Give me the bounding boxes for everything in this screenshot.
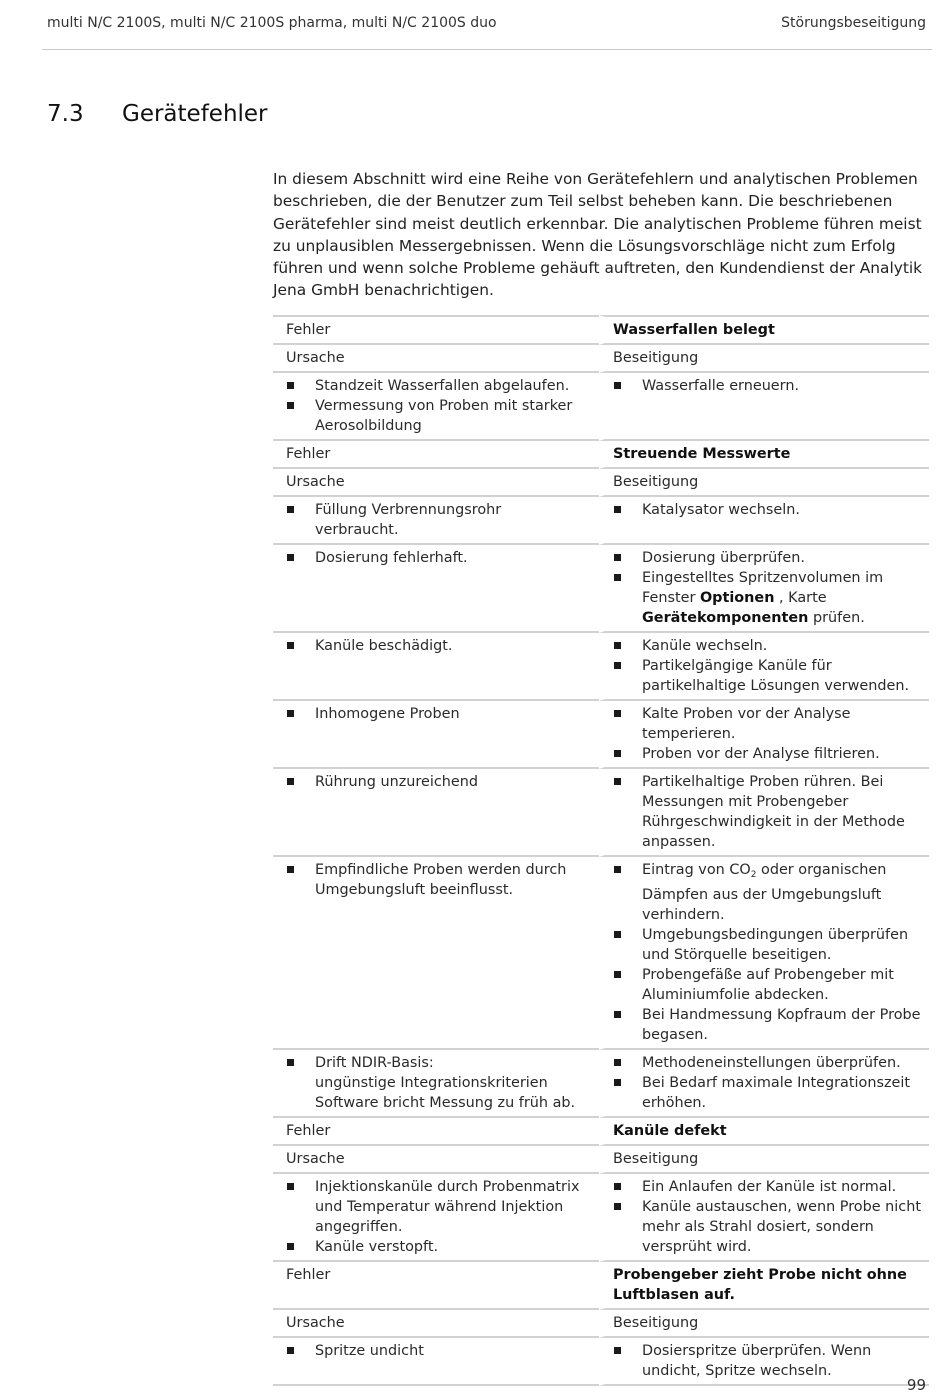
cause-item: Vermessung von Proben mit starker Aerosolbildung (286, 396, 583, 436)
table-row (273, 857, 929, 1050)
remedy-list (613, 636, 923, 696)
remedy-list (613, 548, 923, 628)
cause-remedy-header-row (273, 1310, 929, 1338)
cause-list (286, 860, 583, 900)
cause-remedy-header-row (273, 469, 929, 497)
remedy-list (613, 772, 923, 852)
remedy-label: Beseitigung (599, 1310, 929, 1338)
remedy-item: Proben vor der Analyse filtrieren. (613, 744, 923, 764)
remedy-label: Beseitigung (599, 1146, 929, 1174)
fault-title: Streuende Messwerte (599, 441, 929, 469)
running-header-chapter: Störungsbeseitigung (781, 15, 926, 31)
cause-list (286, 636, 583, 656)
remedy-item: Kanüle austauschen, wenn Probe nicht mehr als Strahl dosiert, sondern versprüht wird. (613, 1197, 923, 1257)
ui-tab-name: Gerätekomponenten (642, 610, 809, 626)
table-row (273, 1174, 929, 1262)
remedy-item: Probengefäße auf Probengeber mit Aluminiumfolie abdecken. (613, 965, 923, 1005)
cause-label: Ursache (273, 345, 599, 373)
fault-header-row (273, 315, 929, 345)
cause-item-multiline (286, 1053, 583, 1113)
table-row (273, 769, 929, 857)
cause-item: Kanüle beschädigt. (286, 636, 583, 656)
cause-line: ungünstige Integrationskriterien (315, 1075, 548, 1091)
remedy-list (613, 704, 923, 764)
remedy-item-co2 (613, 860, 923, 925)
fault-header-row (273, 1262, 929, 1310)
fault-label: Fehler (273, 441, 599, 469)
remedy-item: Partikelgängige Kanüle für partikelhaltige Lösungen verwenden. (613, 656, 923, 696)
table-row (273, 1338, 929, 1386)
remedy-item: Umgebungsbedingungen überprüfen und Störquelle beseitigen. (613, 925, 923, 965)
remedy-item: Katalysator wechseln. (613, 500, 923, 520)
remedy-item: Dosierung überprüfen. (613, 548, 923, 568)
page-number: 99 (906, 1376, 926, 1394)
remedy-text: prüfen. (808, 610, 865, 626)
table-row (273, 545, 929, 633)
cause-label: Ursache (273, 1146, 599, 1174)
remedy-list (613, 860, 923, 1045)
remedy-item: Kalte Proben vor der Analyse temperieren. (613, 704, 923, 744)
ui-window-name: Optionen (699, 590, 775, 606)
cause-item: Kanüle verstopft. (286, 1237, 583, 1257)
cause-remedy-header-row (273, 345, 929, 373)
fault-label: Fehler (273, 315, 599, 345)
cause-item: Spritze undicht (286, 1341, 583, 1361)
cause-line: Software bricht Messung zu früh ab. (315, 1095, 576, 1111)
remedy-text: Eingestelltes Spritzenvolumen im Fenster (642, 570, 884, 606)
cause-item: Dosierung fehlerhaft. (286, 548, 583, 568)
remedy-list (613, 1053, 923, 1113)
remedy-item-ui-reference (613, 568, 923, 628)
remedy-label: Beseitigung (599, 345, 929, 373)
running-header-title: multi N/C 2100S, multi N/C 2100S pharma, multi N/C 2100S duo (47, 15, 497, 31)
remedy-item: Dosierspritze überprüfen. Wenn undicht, Spritze wechseln. (613, 1341, 923, 1381)
cause-list (286, 500, 583, 540)
fault-label: Fehler (273, 1118, 599, 1146)
remedy-text: , Karte (774, 590, 827, 606)
table-row (273, 633, 929, 701)
cause-list (286, 1341, 583, 1361)
fault-header-row (273, 441, 929, 469)
cause-item: Empfindliche Proben werden durch Umgebungsluft beeinflusst. (286, 860, 583, 900)
cause-list (286, 548, 583, 568)
table-row (273, 373, 929, 441)
remedy-list (613, 376, 923, 396)
remedy-item: Bei Handmessung Kopfraum der Probe begasen. (613, 1005, 923, 1045)
remedy-item: Methodeneinstellungen überprüfen. (613, 1053, 923, 1073)
remedy-item: Kanüle wechseln. (613, 636, 923, 656)
remedy-item: Bei Bedarf maximale Integrationszeit erhöhen. (613, 1073, 923, 1113)
cause-list (286, 376, 583, 436)
cause-remedy-header-row (273, 1146, 929, 1174)
remedy-item: Ein Anlaufen der Kanüle ist normal. (613, 1177, 923, 1197)
section-title: Gerätefehler (122, 101, 268, 127)
cause-item: Standzeit Wasserfallen abgelaufen. (286, 376, 583, 396)
cause-list (286, 1177, 583, 1257)
remedy-item: Wasserfalle erneuern. (613, 376, 923, 396)
remedy-list (613, 500, 923, 520)
cause-label: Ursache (273, 1310, 599, 1338)
remedy-list (613, 1177, 923, 1257)
section-number: 7.3 (47, 101, 84, 127)
table-row (273, 701, 929, 769)
remedy-label: Beseitigung (599, 469, 929, 497)
cause-item: Füllung Verbrennungsrohr verbraucht. (286, 500, 583, 540)
fault-title: Kanüle defekt (599, 1118, 929, 1146)
cause-line: Drift NDIR-Basis: (315, 1055, 434, 1071)
fault-label: Fehler (273, 1262, 599, 1310)
subscript-2: 2 (750, 870, 757, 880)
fault-title: Wasserfallen belegt (599, 315, 929, 345)
table-row (273, 1050, 929, 1118)
cause-item: Inhomogene Proben (286, 704, 583, 724)
remedy-text: oder organischen Dämpfen aus der Umgebungsluft verhindern. (642, 862, 887, 923)
header-divider (42, 49, 932, 50)
cause-list (286, 704, 583, 724)
fault-header-row (273, 1118, 929, 1146)
cause-label: Ursache (273, 469, 599, 497)
cause-list (286, 1053, 583, 1113)
cause-item: Injektionskanüle durch Probenmatrix und Temperatur während Injektion angegriffen. (286, 1177, 583, 1237)
fault-title: Probengeber zieht Probe nicht ohne Luftblasen auf. (599, 1262, 929, 1310)
remedy-item: Partikelhaltige Proben rühren. Bei Messungen mit Probengeber Rührgeschwindigkeit in der Methode anpassen. (613, 772, 923, 852)
remedy-text: Eintrag von CO (642, 862, 751, 878)
table-row (273, 497, 929, 545)
cause-item: Rührung unzureichend (286, 772, 583, 792)
intro-paragraph: In diesem Abschnitt wird eine Reihe von Gerätefehlern und analytischen Problemen beschrieben, die der Benutzer zum Teil selbst beheben kann. Die beschriebenen Gerätefehler sind meist deutlich erkennbar. Die analytischen Probleme führen meist zu unplausiblen Messergebnissen. Wenn die Lösungsvorschläge nicht zum Erfolg führen und wenn solche Probleme gehäuft auftreten, den Kundendienst der Analytik Jena GmbH benachrichtigen. (273, 170, 923, 300)
remedy-list (613, 1341, 923, 1381)
fault-table (273, 315, 929, 1386)
cause-list (286, 772, 583, 792)
